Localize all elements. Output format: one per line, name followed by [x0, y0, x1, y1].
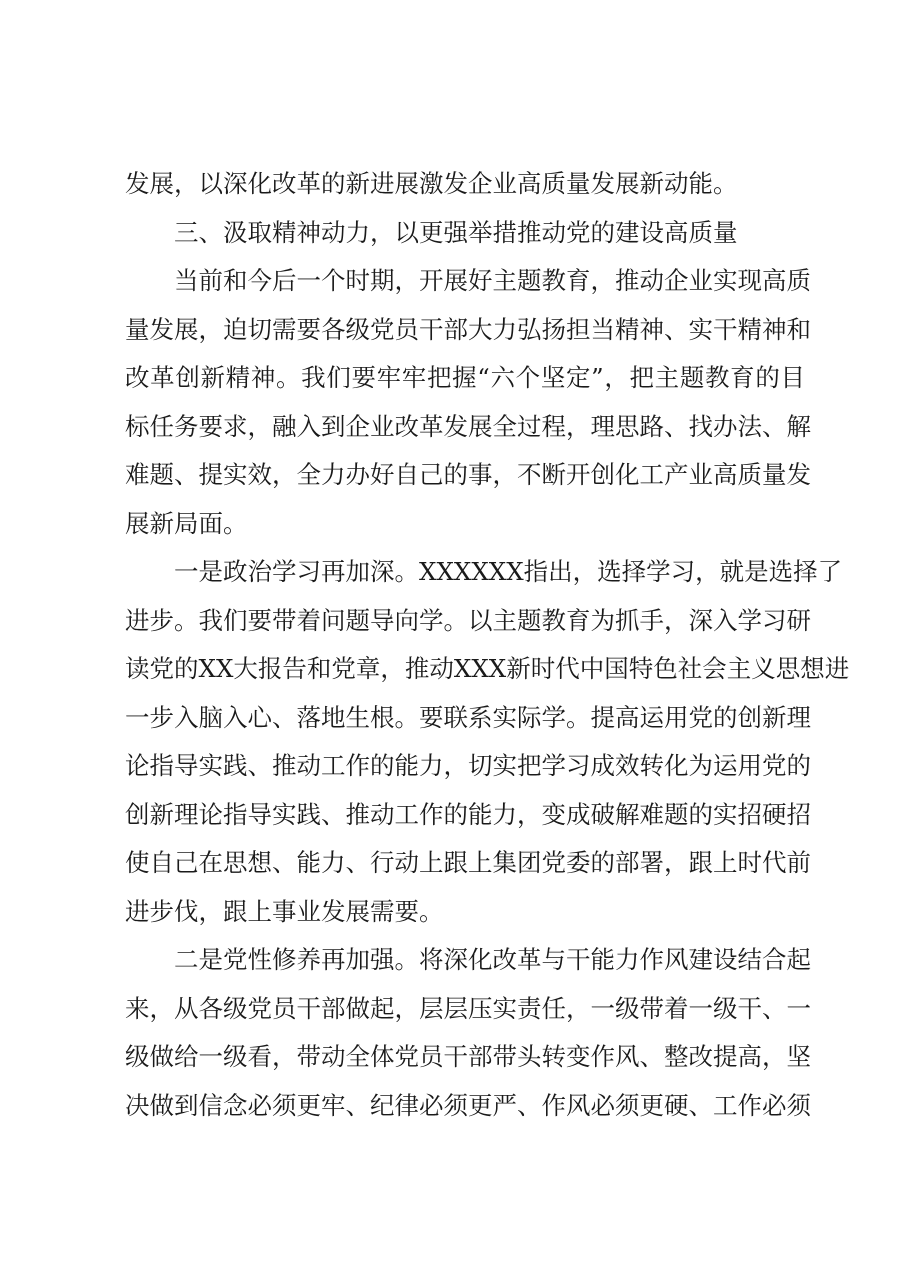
- text-line: 一步入脑入心、落地生根。要联系实际学。提高运用党的创新理: [125, 702, 811, 732]
- text-line: 论指导实践、推动工作的能力，切实把学习成效转化为运用党的: [125, 751, 811, 780]
- text-line: 展新局面。: [125, 508, 248, 538]
- text-line: 量发展，迫切需要各级党员干部大力弘扬担当精神、实干精神和: [125, 314, 811, 344]
- text-line: 来，从各级党员干部做起，层层压实责任，一级带着一级干、一: [125, 993, 811, 1023]
- text-line: 改革创新精神。我们要牢牢把握“六个坚定”，把主题教育的目: [125, 363, 805, 392]
- text-line: 当前和今后一个时期，开展好主题教育，推动企业实现高质: [174, 266, 811, 295]
- text-line: 进步。我们要带着问题导向学。以主题教育为抓手，深入学习研: [125, 605, 811, 635]
- text-line: 使自己在思想、能力、行动上跟上集团党委的部署，跟上时代前: [125, 848, 811, 877]
- text-line: 一是政治学习再加深。XXXXXX指出，选择学习，就是选择了: [174, 557, 843, 586]
- text-line: 创新理论指导实践、推动工作的能力，变成破解难题的实招硬招: [125, 799, 811, 829]
- paragraph-intro: [125, 257, 811, 548]
- text-line: 决做到信念必须更牢、纪律必须更严、作风必须更硬、工作必须: [125, 1090, 811, 1120]
- text-line: 发展，以深化改革的新进展激发企业高质量发展新动能。: [125, 169, 738, 198]
- paragraph-point-one: [125, 548, 850, 936]
- text-line: 读党的XX大报告和党章，推动XXX新时代中国特色社会主义思想进: [125, 654, 850, 683]
- paragraph-point-two: [125, 936, 811, 1130]
- text-line: 三、汲取精神动力，以更强举措推动党的建设高质量: [174, 217, 738, 247]
- paragraph-section-three-heading: [125, 209, 805, 258]
- document-body: [125, 160, 850, 1130]
- text-line: 二是党性修养再加强。将深化改革与干能力作风建设结合起: [174, 945, 811, 974]
- paragraph-continuation: [125, 160, 805, 209]
- text-line: 标任务要求，融入到企业改革发展全过程，理思路、找办法、解: [125, 411, 811, 441]
- text-line: 进步伐，跟上事业发展需要。: [125, 896, 444, 926]
- text-line: 难题、提实效，全力办好自己的事，不断开创化工产业高质量发: [125, 460, 811, 489]
- text-line: 级做给一级看，带动全体党员干部带头转变作风、整改提高，坚: [125, 1042, 811, 1071]
